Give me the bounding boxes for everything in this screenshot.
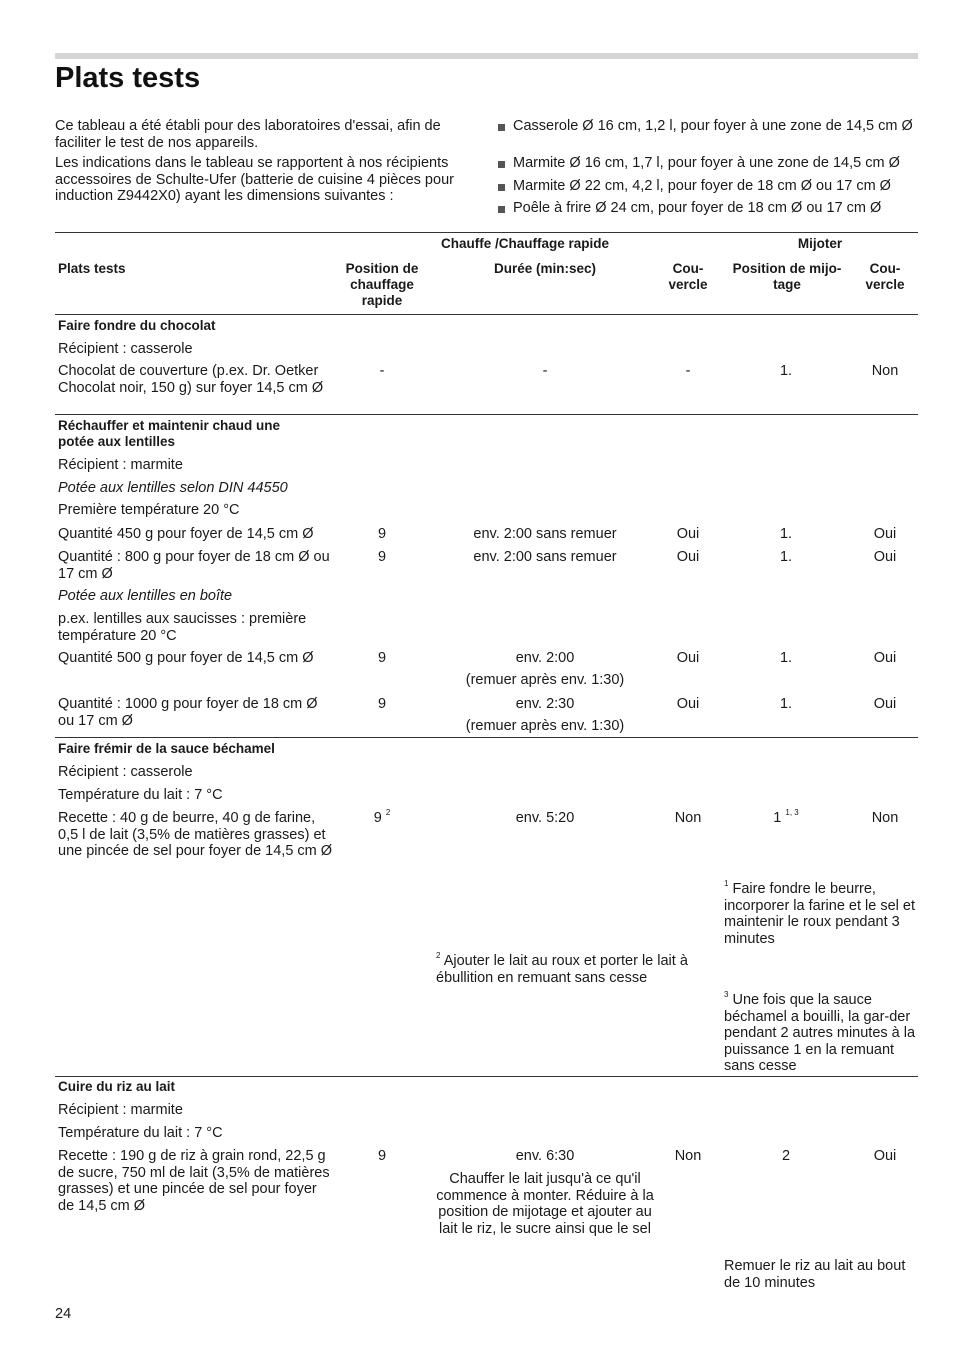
- header-duree: Durée (min:sec): [493, 261, 597, 276]
- cell-duree-note: (remuer après env. 1:30): [465, 718, 625, 734]
- footnote-3: $^3$ Une fois que la sauce béchamel a bouilli, la gar-der pendant 2 autres minutes à la puissance 1 en la remuant sans cesse: [724, 990, 916, 1074]
- temperature-label: p.ex. lentilles aux saucisses : première température 20 °C: [58, 611, 307, 644]
- temperature-label: Première température 20 °C: [58, 502, 240, 518]
- cell-duree-note: (remuer après env. 1:30): [465, 672, 625, 688]
- cell-duree-note: Chauffer le lait jusqu'à ce qu'il commence à monter. Réduire à la position de mijotage et ajouter au lait le riz, le sucre ainsi que le sel: [436, 1171, 654, 1237]
- header-couvercle-mijoter: Cou-vercle: [865, 261, 905, 292]
- bullet-item: Casserole Ø 16 cm, 1,2 l, pour foyer à une zone de 14,5 cm Ø: [498, 118, 943, 135]
- cell-couvercle-mijoter: Oui: [873, 650, 897, 666]
- cell-mijotage: 1.: [779, 696, 793, 712]
- cell-mijotage: 1.: [779, 526, 793, 542]
- section-rule: [55, 414, 918, 415]
- section-title-chocolat: Faire fondre du chocolat: [58, 318, 216, 333]
- row-label: Recette : 40 g de beurre, 40 g de farine, 0,5 l de lait (3,5% de matières grasses) et une pincée de sel pour foyer de 14,5 cm Ø: [58, 810, 333, 859]
- bullet-item: Marmite Ø 22 cm, 4,2 l, pour foyer de 18 cm Ø ou 17 cm Ø: [498, 178, 943, 195]
- cell-couvercle-mijoter: Non: [871, 810, 899, 826]
- section-rule: [55, 737, 918, 738]
- cell-mijotage: 2: [781, 1148, 791, 1164]
- recipient-label: Récipient : marmite: [58, 1102, 183, 1118]
- footnote-ref: 1, 3: [785, 808, 799, 817]
- row-label: Quantité 500 g pour foyer de 14,5 cm Ø: [58, 650, 314, 666]
- cell-position: 9 $^2$: [373, 808, 391, 826]
- cell-duree: env. 6:30: [515, 1148, 575, 1164]
- temperature-label: Température du lait : 7 °C: [58, 787, 223, 803]
- row-label: Chocolat de couverture (p.ex. Dr. Oetker Chocolat noir, 150 g) sur foyer 14,5 cm Ø: [58, 363, 324, 396]
- section-title-lentilles: Réchauffer et maintenir chaud une potée aux lentilles: [58, 418, 281, 449]
- cell-mijotage: 1.: [779, 650, 793, 666]
- square-bullet-icon: [498, 184, 505, 191]
- cell-couvercle: -: [685, 363, 691, 379]
- footnote-1: $^1$ Faire fondre le beurre, incorporer la farine et le sel et maintenir le roux pendant 3 minutes: [724, 879, 916, 947]
- cell-position: 9: [377, 696, 387, 712]
- square-bullet-icon: [498, 124, 505, 131]
- cell-mijotage: 1 $^{1, 3}$: [773, 808, 799, 826]
- section-rule: [55, 1076, 918, 1077]
- header-group-mijoter: Mijoter: [797, 236, 843, 251]
- cell-couvercle: Non: [674, 1148, 702, 1164]
- subheading-din: Potée aux lentilles selon DIN 44550: [58, 480, 288, 496]
- temperature-label: Température du lait : 7 °C: [58, 1125, 223, 1141]
- mijotage-note: Remuer le riz au lait au bout de 10 minutes: [724, 1258, 906, 1291]
- cell-couvercle-mijoter: Oui: [873, 549, 897, 565]
- header-bottom-rule: [55, 314, 918, 315]
- recipient-label: Récipient : casserole: [58, 764, 193, 780]
- cell-position: 9: [377, 650, 387, 666]
- header-position-mijotage: Position de mijo-tage: [732, 261, 842, 292]
- bullet-item: Marmite Ø 16 cm, 1,7 l, pour foyer à une zone de 14,5 cm Ø: [498, 155, 943, 172]
- section-title-riz: Cuire du riz au lait: [58, 1079, 176, 1094]
- subheading-boite: Potée aux lentilles en boîte: [58, 588, 233, 604]
- cell-position: 9: [377, 549, 387, 565]
- cell-position: 9: [377, 526, 387, 542]
- cell-duree: env. 2:00 sans remuer: [473, 526, 617, 542]
- page-title: Plats tests: [55, 62, 201, 94]
- cell-couvercle: Oui: [676, 549, 700, 565]
- cell-duree: -: [542, 363, 548, 379]
- square-bullet-icon: [498, 161, 505, 168]
- table-top-rule: [55, 232, 918, 233]
- footnote-ref: 2: [385, 808, 391, 817]
- cell-couvercle-mijoter: Oui: [873, 696, 897, 712]
- intro-paragraph-1: Ce tableau a été établi pour des laboratoires d'essai, afin de faciliter le test de nos appareils.: [55, 118, 441, 151]
- intro-paragraph-2: Les indications dans le tableau se rapportent à nos récipients accessoires de Schulte-Ufer (batterie de cuisine 4 pièces pour induction Z9442X0) ayant les dimensions suivantes :: [55, 155, 454, 204]
- top-rule: [55, 53, 918, 59]
- square-bullet-icon: [498, 206, 505, 213]
- footnote-2: $^2$ Ajouter le lait au roux et porter le lait à ébullition en remuant sans cesse: [436, 951, 688, 986]
- cell-position: 9: [377, 1148, 387, 1164]
- section-title-bechamel: Faire frémir de la sauce béchamel: [58, 741, 275, 756]
- cell-position: -: [379, 363, 385, 379]
- page-number: 24: [55, 1306, 72, 1322]
- header-couvercle: Cou-vercle: [668, 261, 708, 292]
- cell-duree: env. 2:30: [515, 696, 575, 712]
- cell-mijotage: 1.: [779, 363, 793, 379]
- cell-couvercle: Non: [674, 810, 702, 826]
- cell-duree: env. 5:20: [515, 810, 575, 826]
- recipient-label: Récipient : marmite: [58, 457, 183, 473]
- cell-couvercle-mijoter: Non: [871, 363, 899, 379]
- row-label: Recette : 190 g de riz à grain rond, 22,5 g de sucre, 750 ml de lait (3,5% de matières grasses) et une pincée de sel pour foyer de 14,5 cm Ø: [58, 1148, 330, 1214]
- recipient-label: Récipient : casserole: [58, 341, 193, 357]
- row-label: Quantité 450 g pour foyer de 14,5 cm Ø: [58, 526, 314, 542]
- cell-duree: env. 2:00 sans remuer: [473, 549, 617, 565]
- cell-duree: env. 2:00: [515, 650, 575, 666]
- cell-mijotage: 1.: [779, 549, 793, 565]
- header-group-chauffe: Chauffe /Chauffage rapide: [440, 236, 610, 251]
- row-label: Quantité : 1000 g pour foyer de 18 cm Ø ou 17 cm Ø: [58, 696, 318, 729]
- header-position-chauffage: Position de chauffage rapide: [345, 261, 419, 308]
- bullet-item: Poêle à frire Ø 24 cm, pour foyer de 18 cm Ø ou 17 cm Ø: [498, 200, 943, 217]
- cell-couvercle: Oui: [676, 526, 700, 542]
- row-label: Quantité : 800 g pour foyer de 18 cm Ø ou 17 cm Ø: [58, 549, 330, 582]
- cell-couvercle: Oui: [676, 696, 700, 712]
- cell-couvercle: Oui: [676, 650, 700, 666]
- cell-couvercle-mijoter: Oui: [873, 526, 897, 542]
- header-plats-tests: Plats tests: [58, 261, 126, 276]
- cell-couvercle-mijoter: Oui: [873, 1148, 897, 1164]
